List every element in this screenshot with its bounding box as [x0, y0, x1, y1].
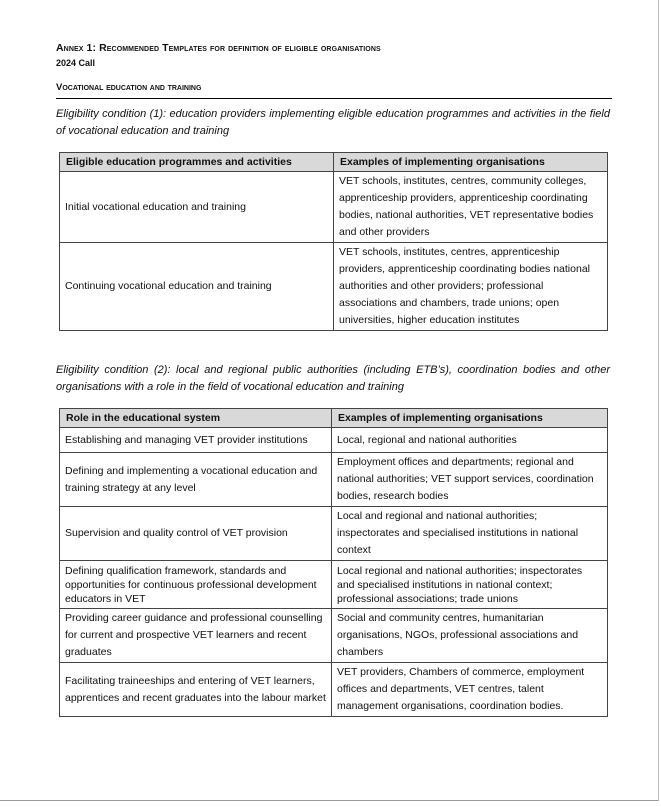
table-cell: Facilitating traineeships and entering of VET learners, apprentices and recent graduates into the labour market	[60, 663, 332, 717]
table-row	[60, 428, 608, 453]
eligibility-condition-1: Eligibility condition (1): education providers implementing eligible education programmes and activities in the field of vocational education and training	[56, 108, 610, 137]
table-cell: Continuing vocational education and training	[60, 243, 334, 331]
eligibility-condition-2: Eligibility condition (2): local and regional public authorities (including ETB’s), coordination bodies and other organisations with a role in the field of vocational education and training	[56, 364, 610, 393]
table-cell: Local and regional and national authorities; inspectorates and specialised institutions in national context	[332, 507, 608, 561]
table-cell: Providing career guidance and professional counselling for current and prospective VET learners and recent graduates	[60, 609, 332, 663]
table-header-row	[60, 153, 608, 172]
table-row	[60, 172, 608, 243]
table-cell: Social and community centres, humanitarian organisations, NGOs, professional associations and chambers	[332, 609, 608, 663]
column-header: Examples of implementing organisations	[334, 153, 608, 172]
table-cell: Local, regional and national authorities	[332, 428, 608, 453]
column-header: Examples of implementing organisations	[332, 409, 608, 428]
table-cell: Establishing and managing VET provider institutions	[60, 428, 332, 453]
table-row	[60, 663, 608, 717]
table-cell: VET providers, Chambers of commerce, employment offices and departments, VET centres, talent management organisations, coordination bodies.	[332, 663, 608, 717]
table-header-row	[60, 409, 608, 428]
eligible-programmes-table	[59, 152, 608, 331]
table-cell: Supervision and quality control of VET provision	[60, 507, 332, 561]
educational-roles-table	[59, 408, 608, 717]
table-cell: VET schools, institutes, centres, apprenticeship providers, apprenticeship coordinating bodies national authorities and other providers; professional associations and chambers, trade unions; open universities, higher education institutes	[334, 243, 608, 331]
table-row	[60, 243, 608, 331]
call-year: 2024 Call	[56, 58, 96, 68]
table-row	[60, 561, 608, 609]
table-cell: Local regional and national authorities; inspectorates and specialised institutions in national context; professional associations; trade unions	[332, 561, 608, 609]
section-heading: Vocational education and training	[56, 82, 202, 93]
section-divider	[56, 98, 612, 99]
table-cell: Initial vocational education and training	[60, 172, 334, 243]
table-row	[60, 453, 608, 507]
table-cell: Defining and implementing a vocational education and training strategy at any level	[60, 453, 332, 507]
table-row	[60, 609, 608, 663]
table-row	[60, 507, 608, 561]
table-cell: Employment offices and departments; regional and national authorities; VET support services, coordination bodies, research bodies	[332, 453, 608, 507]
column-header: Eligible education programmes and activities	[60, 153, 334, 172]
table-cell: VET schools, institutes, centres, community colleges, apprenticeship providers, apprenticeship coordinating bodies, national authorities, VET representative bodies and other providers	[334, 172, 608, 243]
table-cell: Defining qualification framework, standards and opportunities for continuous professional development educators in VET	[60, 561, 332, 609]
column-header: Role in the educational system	[60, 409, 332, 428]
annex-title: Annex 1: Recommended Templates for definition of eligible organisations	[56, 42, 381, 54]
